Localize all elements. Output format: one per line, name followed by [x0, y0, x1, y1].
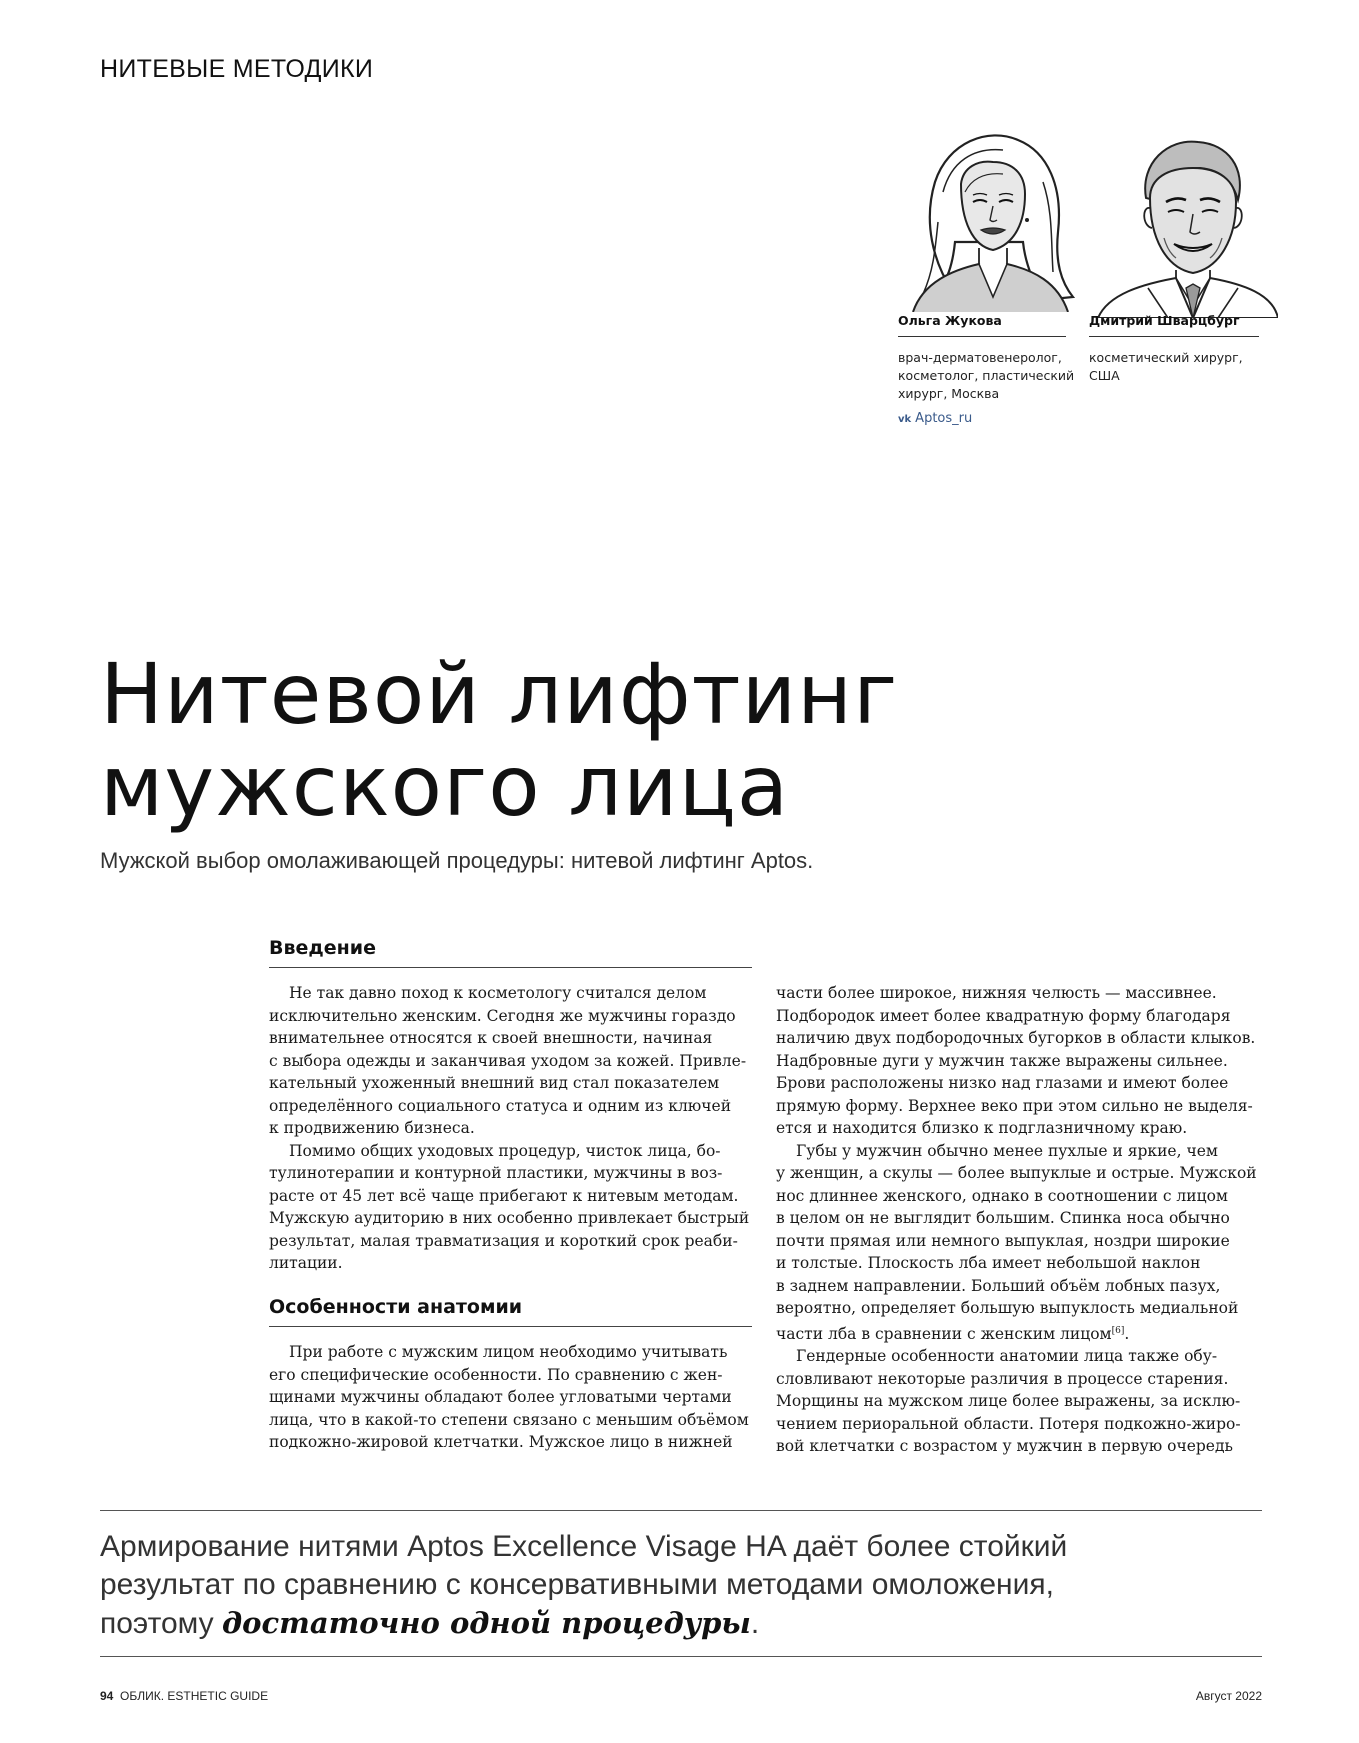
author-social-link[interactable] [898, 411, 972, 426]
footer-left [100, 1689, 268, 1703]
paragraph-line: Губы у мужчин обычно менее пухлые и яркие, чем [796, 1141, 1218, 1160]
heading-divider [269, 967, 752, 968]
paragraph-line: Надбровные дуги у мужчин также выражены сильнее. [776, 1051, 1228, 1070]
author-role-line: врач-дерматовенеролог, [898, 350, 1062, 365]
pullquote-bottom-divider [100, 1656, 1262, 1657]
paragraph-line: наличию двух подбородочных бугорков в области клыков. [776, 1029, 1256, 1047]
pullquote-top-divider [100, 1510, 1262, 1511]
paragraph-line: почти прямая или немного выпуклая, ноздри широкие [776, 1231, 1230, 1250]
paragraph-line: его специфические особенности. По сравнению с жен- [269, 1365, 723, 1384]
section-heading-intro: Введение [269, 937, 376, 959]
paragraph-line: в целом он не выглядит большим. Спинка носа обычно [776, 1209, 1230, 1227]
paragraph-line: исключительно женским. Сегодня же мужчины гораздо [269, 1006, 736, 1025]
section-heading-anatomy: Особенности анатомии [269, 1296, 523, 1318]
author-role-line: США [1089, 368, 1120, 383]
author-name: Ольга Жукова [898, 313, 1002, 328]
paragraph-line: литации. [269, 1254, 343, 1272]
paragraph-line: определённого социального статуса и одним из ключей [269, 1096, 732, 1115]
footer-date: Август 2022 [1195, 1689, 1262, 1703]
paragraph-line: прямую форму. Верхнее веко при этом сильно не выделя- [776, 1096, 1253, 1115]
paragraph-line: чением периоральной области. Потеря подкожно-жиро- [776, 1414, 1241, 1433]
left-column-intro [269, 982, 749, 1275]
title-line: мужского лица [100, 737, 790, 835]
paragraph-line: кательный ухоженный внешний вид стал показателем [269, 1074, 720, 1092]
pullquote-text: . [750, 1607, 760, 1640]
author-portrait-shvartsburg [1088, 128, 1278, 318]
pullquote [100, 1528, 1067, 1643]
paragraph-line: Не так давно поход к косметологу считался делом [289, 984, 707, 1002]
author-role-line: косметический хирург, [1089, 350, 1243, 365]
paragraph-line: части лба в сравнении с женским лицом[6]. [776, 1324, 1130, 1343]
author-divider [1089, 336, 1259, 337]
paragraph-line: вероятно, определяет большую выпуклость медиальной [776, 1299, 1239, 1317]
author-portrait-zhukova [893, 122, 1083, 312]
paragraph-line: Помимо общих уходовых процедур, чисток лица, бо- [289, 1141, 721, 1160]
magazine-name: ОБЛИК. ESTHETIC GUIDE [120, 1689, 269, 1703]
pullquote-text: поэтому [100, 1607, 222, 1640]
reference-marker[interactable]: [6] [1111, 1325, 1125, 1336]
page-number: 94 [100, 1689, 114, 1703]
author-name: Дмитрий Шварцбург [1089, 313, 1240, 328]
paragraph-text: части лба в сравнении с женским лицом [776, 1324, 1112, 1343]
paragraph-line: к продвижению бизнеса. [269, 1119, 475, 1137]
paragraph-line: результат, малая травматизация и короткий срок реаби- [269, 1231, 738, 1250]
paragraph-line: части более широкое, нижняя челюсть — массивнее. [776, 984, 1217, 1002]
paragraph-line: у женщин, а скулы — более выпуклые и острые. Мужской [776, 1164, 1257, 1182]
paragraph-line: ется и находится близко к подглазничному краю. [776, 1119, 1188, 1137]
paragraph-line: щинами мужчины обладают более угловатыми чертами [269, 1388, 732, 1406]
paragraph-line: словливают некоторые различия в процессе старения. [776, 1369, 1229, 1388]
author-role [1089, 349, 1243, 385]
author-social-label: Aptos_ru [915, 411, 973, 426]
author-divider [898, 336, 1066, 337]
paragraph-line: в заднем направлении. Больший объём лобных пазух, [776, 1276, 1221, 1295]
author-role-line: косметолог, пластический [898, 368, 1075, 383]
pullquote-line: результат по сравнению с консервативными методами омоложения, [100, 1568, 1054, 1601]
paragraph-line: расте от 45 лет всё чаще прибегают к нитевым методам. [269, 1186, 739, 1205]
section-header: НИТЕВЫЕ МЕТОДИКИ [100, 55, 374, 83]
pullquote-line [100, 1604, 1067, 1643]
title-line: Нитевой лифтинг [100, 645, 899, 743]
heading-divider [269, 1326, 752, 1327]
article-subtitle: Мужской выбор омолаживающей процедуры: нитевой лифтинг Aptos. [100, 848, 814, 873]
paragraph-line: Мужскую аудиторию в них особенно привлекает быстрый [269, 1209, 750, 1227]
right-column [776, 982, 1257, 1458]
paragraph-line: подкожно-жировой клетчатки. Мужское лицо в нижней [269, 1433, 733, 1451]
paragraph-line: с выбора одежды и заканчивая уходом за кожей. Привле- [269, 1051, 747, 1070]
article-title [100, 645, 899, 835]
left-column-anatomy [269, 1341, 749, 1454]
paragraph-line: тулинотерапии и контурной пластики, мужчины в воз- [269, 1164, 723, 1182]
paragraph-line: и толстые. Плоскость лба имеет небольшой наклон [776, 1254, 1201, 1272]
paragraph-line: Гендерные особенности анатомии лица также обу- [796, 1347, 1218, 1366]
pullquote-emphasis: достаточно одной процедуры [221, 1606, 751, 1640]
paragraph-line: Брови расположены низко над глазами и имеют более [776, 1074, 1229, 1092]
paragraph-line: внимательнее относятся к своей внешности, начиная [269, 1029, 713, 1047]
pullquote-line: Армирование нитями Aptos Excellence Visage HA даёт более стойкий [100, 1530, 1068, 1563]
vk-icon: vk [898, 414, 912, 425]
author-role-line: хирург, Москва [898, 386, 1000, 401]
paragraph-line: лица, что в какой-то степени связано с меньшим объёмом [269, 1410, 749, 1429]
author-role [898, 349, 1074, 403]
paragraph-line: нос длиннее женского, однако в соотношении с лицом [776, 1186, 1228, 1205]
paragraph-line: вой клетчатки с возрастом у мужчин в первую очередь [776, 1437, 1233, 1456]
paragraph-line: При работе с мужским лицом необходимо учитывать [289, 1343, 728, 1361]
paragraph-line: Подбородок имеет более квадратную форму благодаря [776, 1006, 1231, 1025]
paragraph-line: Морщины на мужском лице более выражены, за исклю- [776, 1392, 1241, 1411]
